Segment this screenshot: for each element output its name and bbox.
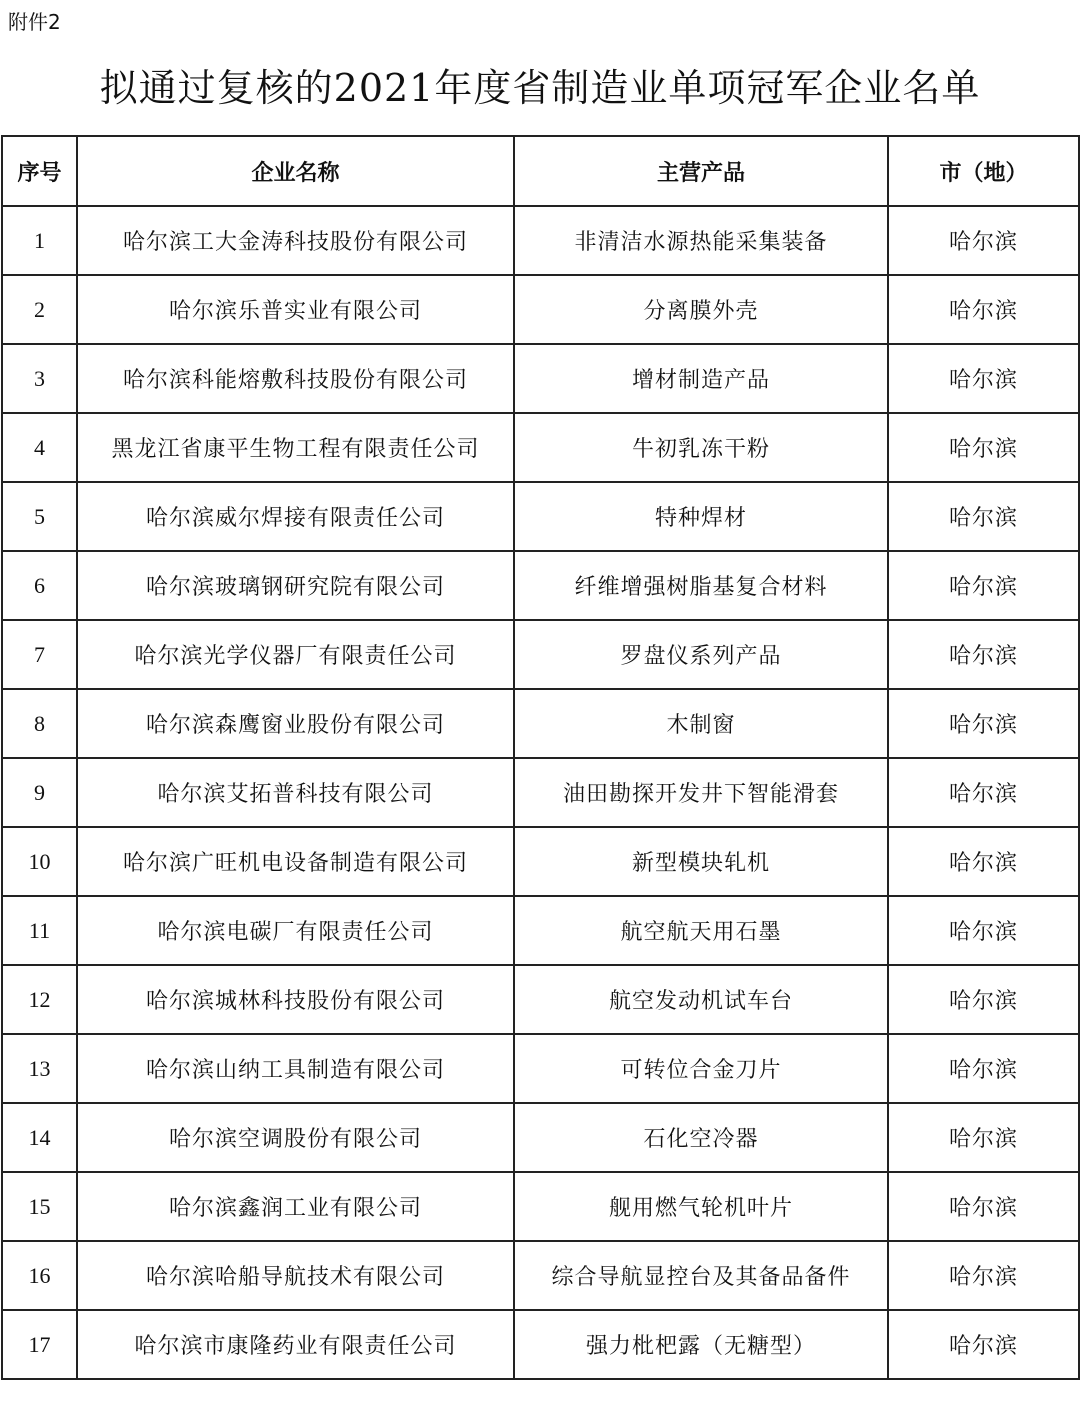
city: 哈尔滨 (888, 1310, 1079, 1379)
company-name: 哈尔滨森鹰窗业股份有限公司 (77, 689, 514, 758)
city: 哈尔滨 (888, 413, 1079, 482)
city: 哈尔滨 (888, 551, 1079, 620)
table-row (2, 551, 1079, 620)
city: 哈尔滨 (888, 689, 1079, 758)
table-row (2, 758, 1079, 827)
main-product: 油田勘探开发井下智能滑套 (514, 758, 888, 827)
serial-number: 6 (2, 551, 77, 620)
city: 哈尔滨 (888, 1241, 1079, 1310)
main-product: 石化空冷器 (514, 1103, 888, 1172)
attachment-label: 附件2 (8, 10, 61, 34)
table-row (2, 896, 1079, 965)
table-header-row (2, 136, 1079, 206)
company-name: 哈尔滨乐普实业有限公司 (77, 275, 514, 344)
main-product: 可转位合金刀片 (514, 1034, 888, 1103)
city: 哈尔滨 (888, 1103, 1079, 1172)
serial-number: 5 (2, 482, 77, 551)
main-product: 增材制造产品 (514, 344, 888, 413)
document-title: 拟通过复核的2021年度省制造业单项冠军企业名单 (99, 66, 981, 110)
main-product: 分离膜外壳 (514, 275, 888, 344)
table-row (2, 620, 1079, 689)
company-name: 哈尔滨广旺机电设备制造有限公司 (77, 827, 514, 896)
table-row (2, 689, 1079, 758)
company-name: 哈尔滨电碳厂有限责任公司 (77, 896, 514, 965)
company-name: 哈尔滨工大金涛科技股份有限公司 (77, 206, 514, 275)
serial-number: 13 (2, 1034, 77, 1103)
table-row (2, 206, 1079, 275)
table-row (2, 827, 1079, 896)
city: 哈尔滨 (888, 275, 1079, 344)
serial-number: 3 (2, 344, 77, 413)
serial-number: 10 (2, 827, 77, 896)
company-name: 哈尔滨科能熔敷科技股份有限公司 (77, 344, 514, 413)
main-product: 牛初乳冻干粉 (514, 413, 888, 482)
main-product: 新型模块轧机 (514, 827, 888, 896)
city: 哈尔滨 (888, 758, 1079, 827)
main-product: 强力枇杷露（无糖型） (514, 1310, 888, 1379)
serial-number: 7 (2, 620, 77, 689)
table-row (2, 1034, 1079, 1103)
serial-number: 2 (2, 275, 77, 344)
city: 哈尔滨 (888, 344, 1079, 413)
table-row (2, 413, 1079, 482)
main-product: 航空航天用石墨 (514, 896, 888, 965)
header-main-product: 主营产品 (514, 136, 888, 206)
main-product: 纤维增强树脂基复合材料 (514, 551, 888, 620)
serial-number: 12 (2, 965, 77, 1034)
serial-number: 9 (2, 758, 77, 827)
company-name: 哈尔滨玻璃钢研究院有限公司 (77, 551, 514, 620)
serial-number: 15 (2, 1172, 77, 1241)
main-product: 特种焊材 (514, 482, 888, 551)
main-product: 航空发动机试车台 (514, 965, 888, 1034)
main-product: 非清洁水源热能采集装备 (514, 206, 888, 275)
city: 哈尔滨 (888, 1172, 1079, 1241)
company-list-table (1, 135, 1080, 1380)
company-name: 哈尔滨城林科技股份有限公司 (77, 965, 514, 1034)
serial-number: 8 (2, 689, 77, 758)
city: 哈尔滨 (888, 482, 1079, 551)
table-row (2, 1310, 1079, 1379)
table-row (2, 1241, 1079, 1310)
serial-number: 1 (2, 206, 77, 275)
table-row (2, 344, 1079, 413)
serial-number: 14 (2, 1103, 77, 1172)
company-name: 哈尔滨艾拓普科技有限公司 (77, 758, 514, 827)
city: 哈尔滨 (888, 620, 1079, 689)
company-name: 哈尔滨威尔焊接有限责任公司 (77, 482, 514, 551)
table-row (2, 482, 1079, 551)
serial-number: 11 (2, 896, 77, 965)
company-name: 哈尔滨鑫润工业有限公司 (77, 1172, 514, 1241)
main-product: 舰用燃气轮机叶片 (514, 1172, 888, 1241)
company-name: 哈尔滨山纳工具制造有限公司 (77, 1034, 514, 1103)
header-company-name: 企业名称 (77, 136, 514, 206)
main-product: 综合导航显控台及其备品备件 (514, 1241, 888, 1310)
city: 哈尔滨 (888, 1034, 1079, 1103)
table-row (2, 1172, 1079, 1241)
company-name: 哈尔滨哈船导航技术有限公司 (77, 1241, 514, 1310)
serial-number: 4 (2, 413, 77, 482)
header-serial-number: 序号 (2, 136, 77, 206)
city: 哈尔滨 (888, 896, 1079, 965)
company-name: 哈尔滨空调股份有限公司 (77, 1103, 514, 1172)
serial-number: 17 (2, 1310, 77, 1379)
company-name: 哈尔滨市康隆药业有限责任公司 (77, 1310, 514, 1379)
city: 哈尔滨 (888, 206, 1079, 275)
city: 哈尔滨 (888, 827, 1079, 896)
serial-number: 16 (2, 1241, 77, 1310)
company-name: 黑龙江省康平生物工程有限责任公司 (77, 413, 514, 482)
table-row (2, 1103, 1079, 1172)
table-row (2, 965, 1079, 1034)
company-name: 哈尔滨光学仪器厂有限责任公司 (77, 620, 514, 689)
main-product: 木制窗 (514, 689, 888, 758)
table-row (2, 275, 1079, 344)
main-product: 罗盘仪系列产品 (514, 620, 888, 689)
city: 哈尔滨 (888, 965, 1079, 1034)
header-city: 市（地） (888, 136, 1079, 206)
